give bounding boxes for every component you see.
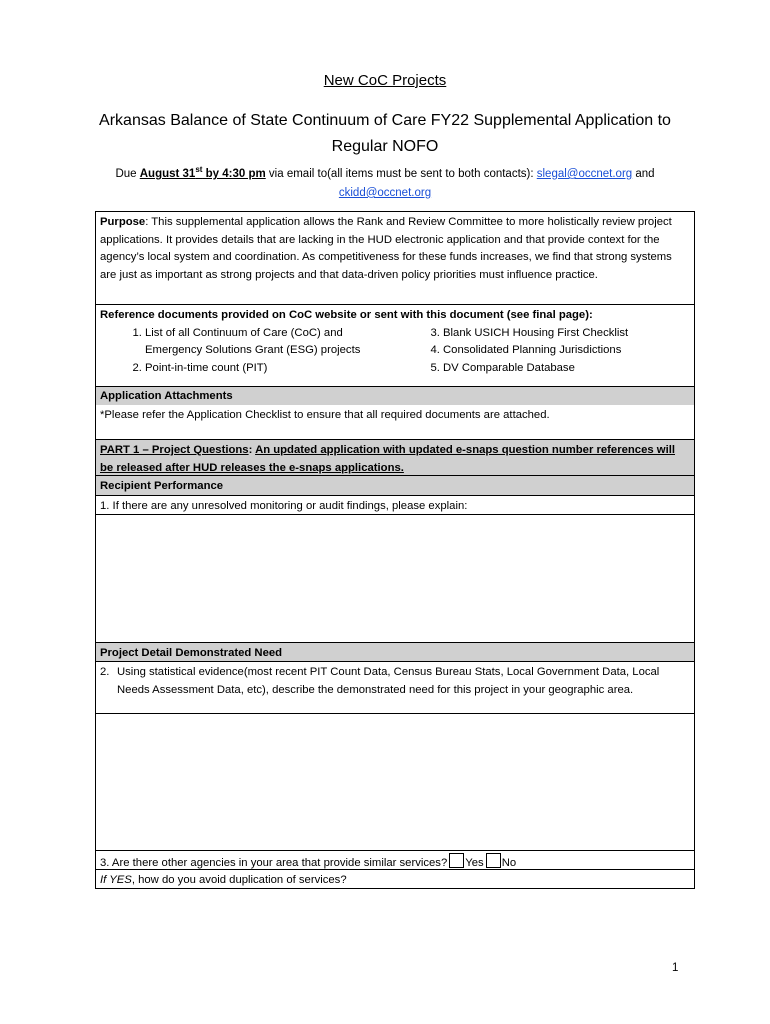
question-1: 1. If there are any unresolved monitoring or audit findings, please explain:: [96, 496, 694, 515]
part1-label: PART 1 – Project Questions: [100, 444, 249, 456]
yes-checkbox[interactable]: [449, 853, 464, 868]
demonstrated-need-heading: Project Detail Demonstrated Need: [96, 643, 694, 662]
no-checkbox[interactable]: [486, 853, 501, 868]
document-subtitle: Arkansas Balance of State Continuum of Care FY22 Supplemental Application to Regular NOFO: [99, 112, 671, 155]
question-3-followup: [96, 870, 694, 888]
due-date: August 31st by 4:30 pm: [139, 165, 266, 180]
question-2: [96, 662, 694, 714]
due-date-line: [70, 160, 700, 203]
page-number: 1: [672, 962, 679, 974]
question-2-number: 2.: [100, 666, 110, 678]
yes-label: Yes: [465, 857, 484, 869]
email-link-slegal[interactable]: slegal@occnet.org: [536, 167, 633, 180]
answer-2-field[interactable]: [96, 714, 694, 851]
purpose-text: : This supplemental application allows the Rank and Review Committee to more holistically review project applications. It provides details that are lacking in the HUD electronic application and that provide context for the agency’s local system and coordination. As competitiveness for these funds increases, we find that strong systems are just as important as strong projects and that data-driven policy priorities must influence practice.: [100, 216, 672, 281]
reference-item: 5. DV Comparable Database: [443, 360, 690, 378]
page-title: New CoC Projects: [323, 72, 447, 89]
reference-heading: Reference documents provided on CoC website or sent with this document (see final page):: [100, 309, 593, 321]
purpose-section: [96, 212, 694, 305]
followup-label: If YES: [100, 874, 132, 886]
reference-item: 2. Point-in-time count (PIT): [145, 360, 395, 378]
reference-section: [96, 305, 694, 387]
no-label: No: [501, 857, 517, 869]
reference-list-right: [395, 325, 690, 378]
part1-note: An updated application with updated e-snaps question number references will be released after HUD releases the e-snaps applications.: [100, 444, 675, 474]
reference-item: 3. Blank USICH Housing First Checklist: [443, 325, 690, 343]
recipient-performance-heading: Recipient Performance: [96, 476, 694, 496]
due-and: and: [632, 167, 655, 180]
reference-list-left: [100, 325, 395, 378]
question-2-text: Using statistical evidence(most recent PIT Count Data, Census Bureau Stats, Local Government Data, Local Needs Assessment Data, etc), describe the demonstrated need for this project in your geographic area.: [117, 666, 660, 696]
question-3: [96, 851, 694, 870]
question-3-text: 3. Are there other agencies in your area that provide similar services?: [100, 857, 448, 869]
reference-item: 4. Consolidated Planning Jurisdictions: [443, 342, 690, 360]
purpose-label: Purpose: [100, 216, 146, 228]
application-form-table: [95, 211, 695, 889]
followup-text: , how do you avoid duplication of services?: [131, 874, 347, 886]
attachments-note: *Please refer the Application Checklist to ensure that all required documents are attached.: [96, 405, 694, 440]
due-middle: via email to(all items must be sent to both contacts):: [265, 167, 537, 180]
answer-1-field[interactable]: [96, 515, 694, 643]
reference-item: 1. List of all Continuum of Care (CoC) and Emergency Solutions Grant (ESG) projects: [145, 325, 395, 360]
attachments-heading: Application Attachments: [96, 387, 694, 405]
email-link-ckidd[interactable]: ckidd@occnet.org: [338, 186, 432, 199]
due-prefix: Due: [115, 167, 140, 180]
part1-heading: PART 1 – Project Questions: An updated application with updated e-snaps question number references will be released after HUD releases the e-snaps applications.: [96, 440, 694, 476]
reference-list: [100, 325, 690, 378]
